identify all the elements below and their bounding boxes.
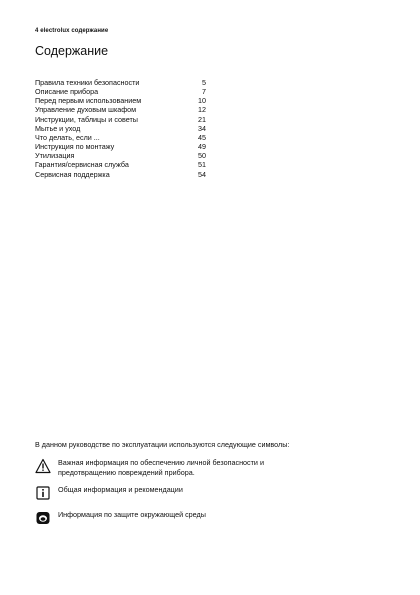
toc-entry-page: 50 <box>198 151 206 161</box>
toc-entry[interactable] <box>35 124 206 133</box>
toc-entry-page: 21 <box>198 114 206 124</box>
symbol-info-text: Общая информация и рекомендации <box>58 485 183 494</box>
warning-triangle-icon <box>35 458 51 474</box>
toc-entry-page: 10 <box>198 96 206 106</box>
toc-entry-page: 34 <box>198 123 206 133</box>
toc-entry[interactable] <box>35 160 206 169</box>
symbol-safety <box>35 458 264 478</box>
toc-entry[interactable] <box>35 142 206 151</box>
page-header: 4 electrolux содержание <box>35 28 109 34</box>
symbol-environment-text: Информация по защите окружающей среды <box>58 510 206 519</box>
toc-entry[interactable] <box>35 133 206 142</box>
toc-entry-label: Гарантия/сервисная служба <box>35 160 129 170</box>
toc-entry-label: Сервисная поддержка <box>35 169 110 179</box>
toc-entry[interactable] <box>35 115 206 124</box>
toc-entry-label: Что делать, если ... <box>35 132 100 142</box>
toc-entry-label: Инструкция по монтажу <box>35 142 115 152</box>
toc-entry-label: Инструкции, таблицы и советы <box>35 114 138 124</box>
toc-entry-label: Описание прибора <box>35 87 99 97</box>
toc-entry[interactable] <box>35 151 206 160</box>
toc-entry[interactable] <box>35 105 206 114</box>
environment-icon <box>35 510 51 526</box>
toc-entry-page: 12 <box>198 105 206 115</box>
toc-entry-label: Управление духовым шкафом <box>35 105 137 115</box>
toc-entry[interactable] <box>35 87 206 96</box>
symbol-safety-text-line2: предотвращению повреждений прибора. <box>58 468 195 477</box>
info-icon <box>35 485 51 501</box>
toc-entry[interactable] <box>35 96 206 105</box>
toc-entry[interactable] <box>35 170 206 179</box>
toc-entry-label: Правила техники безопасности <box>35 78 140 87</box>
toc-entry[interactable] <box>35 78 206 87</box>
toc-entry-page: 5 <box>202 78 206 87</box>
toc-entry-label: Мытье и уход <box>35 123 81 133</box>
symbols-intro: В данном руководстве по эксплуатации используются следующие символы: <box>35 440 290 449</box>
toc-entry-page: 45 <box>198 132 206 142</box>
toc-entry-label: Перед первым использованием <box>35 96 142 106</box>
symbol-environment <box>35 510 206 526</box>
toc-entry-page: 51 <box>198 160 206 170</box>
page-title: Содержание <box>35 44 109 58</box>
symbol-info <box>35 485 183 501</box>
toc-entry-label: Утилизация <box>35 151 75 161</box>
toc-entry-page: 54 <box>198 169 206 179</box>
toc-entry-page: 49 <box>198 142 206 152</box>
symbol-safety-text-line1: Важная информация по обеспечению личной безопасности и <box>58 458 264 467</box>
toc-entry-page: 7 <box>202 87 206 97</box>
table-of-contents <box>35 78 206 179</box>
